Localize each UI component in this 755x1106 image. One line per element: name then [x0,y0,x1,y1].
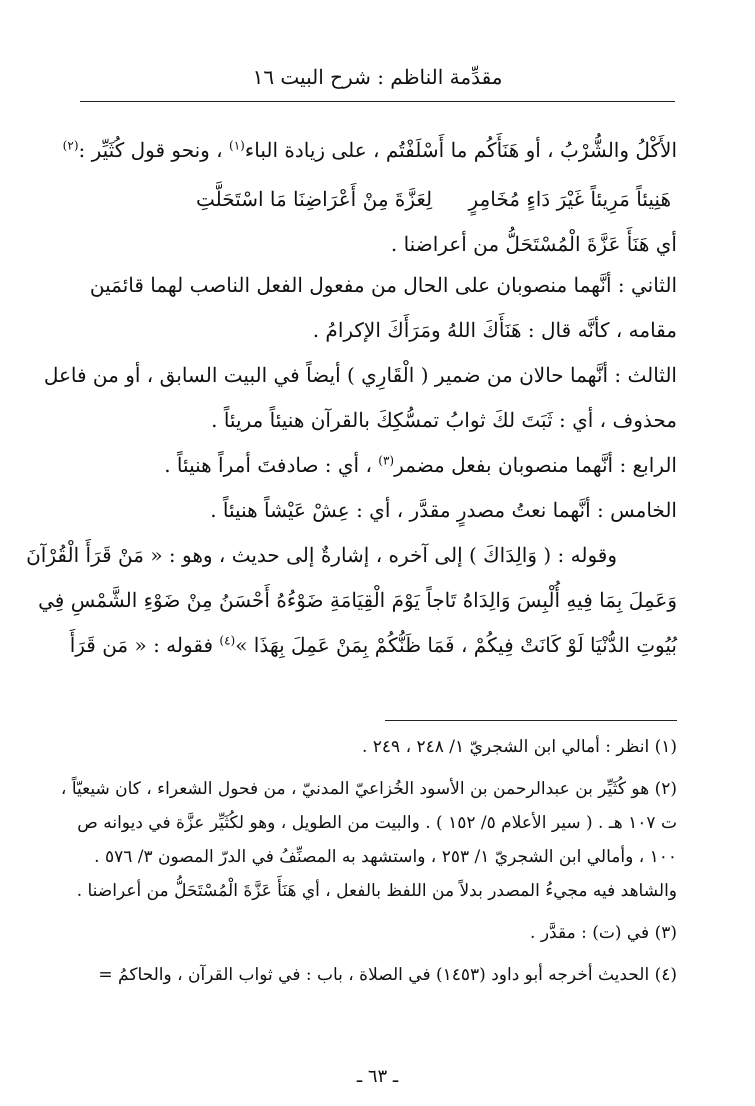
text-line: وقوله : ( وَالِدَاكَ ) إلى آخره ، إشارةٌ إلى حديث ، وهو : « مَنْ قَرَأَ الْقُرْآنَ [26,543,617,567]
footnote-ref[interactable]: (٤) [219,633,236,648]
header-divider [80,101,675,102]
footnote-divider [385,720,677,721]
verse-hemistich-second: لِعَزَّةَ مِنْ أَعْرَاضِنَا مَا اسْتَحَلَّتِ [196,187,433,211]
text-line: الثاني : أنَّهما منصوبان على الحال من مفعول الفعل الناصب لهما قائمَين [89,273,677,297]
footnotes [60,730,677,992]
footnote-ref[interactable]: (١) [229,138,245,153]
footnote-ref[interactable]: (٣) [378,453,395,468]
footnote-3: (٣) في (ت) : مقدَّر . [530,923,677,943]
poetry-verse [76,173,677,225]
text-line: الثالث : أنَّهما حالان من ضمير ( الْقَارِي ) أيضاً في البيت السابق ، أو من فاعل [43,363,677,387]
footnote-2-line: ت ١٠٧ هـ . ( سير الأعلام ٥/ ١٥٢ ) . والبيت من الطويل ، وهو لكُثَيِّر عزَّة في ديوانه ص [77,813,677,833]
footnote-4: (٤) الحديث أخرجه أبو داود (١٤٥٣) في الصلاة ، باب : في ثواب القرآن ، والحاكمُ = [98,965,677,985]
text-line: محذوف ، أي : ثَبَتَ لكَ ثوابُ تمسُّكِكَ بالقرآن هنيئاً مريئاً . [211,408,677,432]
running-header [80,60,675,94]
footnote-1: (١) انظر : أمالي ابن الشجريّ ١/ ٢٤٨ ، ٢٤٩ . [361,737,677,757]
main-text [26,128,677,668]
header-title: مقدِّمة الناظم : شرح البيت ١٦ [252,65,503,89]
text-line: أي هَنَأَ عَزَّةَ الْمُسْتَحَلُّ من أعراضنا . [390,232,677,256]
text-line: الخامس : أنَّهما نعتُ مصدرٍ مقدَّر ، أي : عِشْ عَيْشاً هنيئاً . [210,498,677,522]
footnote-2: (٢) هو كُثَيِّر بن عبدالرحمن بن الأسود الخُزاعيّ المدنيّ ، من فحول الشعراء ، كان شيعيّاً ، [60,779,677,799]
text-line: الأَكْلُ والشُّرْبُ ، أو هَنَأَكُم ما أَسْلَفْتُم ، على زيادة الباء$^{(١)}$ ، ونحو قول كُثَيِّر :$^{(٢)}$ [62,138,677,162]
verse-hemistich-first: هَنِيئاً مَرِيئاً غَيْرَ دَاءٍ مُخَامِرٍ [468,187,671,211]
footnote-ref[interactable]: (٢) [62,138,79,153]
footnote-2-line: والشاهد فيه مجيءُ المصدر بدلاً من اللفظ بالفعل ، أي هَنَأَ عَزَّةَ الْمُسْتَحَلُّ من أعراضنا . [76,881,677,901]
text-line: بُيُوتِ الدُّنْيَا لَوْ كَانَتْ فِيكُمْ ، فَمَا ظَنُّكُمْ بِمَنْ عَمِلَ بِهَذَا »$^{(٤)}$ فقوله : « مَن قَرَأَ [69,633,677,657]
text-line: الرابع : أنَّهما منصوبان بفعل مضمر$^{(٣)}$ ، أي : صادفتَ أمراً هنيئاً . [164,453,677,477]
text-line: مقامه ، كأنَّه قال : هَنَأَكَ اللهُ ومَرَأَكَ الإكرامُ . [312,318,677,342]
page-number: ـ ٦٣ ـ [356,1066,399,1087]
footnote-2-line: ١٠٠ ، وأمالي ابن الشجريّ ١/ ٢٥٣ ، واستشهد به المصنِّفُ في الدرّ المصون ٣/ ٥٧٦ . [94,847,677,867]
text-line: وَعَمِلَ بِمَا فِيهِ أُلْبِسَ وَالِدَاهُ تَاجاً يَوْمَ الْقِيَامَةِ ضَوْءُهُ أَحْسَنُ مِنْ ضَوْءِ الشَّمْسِ فِي [38,588,677,612]
